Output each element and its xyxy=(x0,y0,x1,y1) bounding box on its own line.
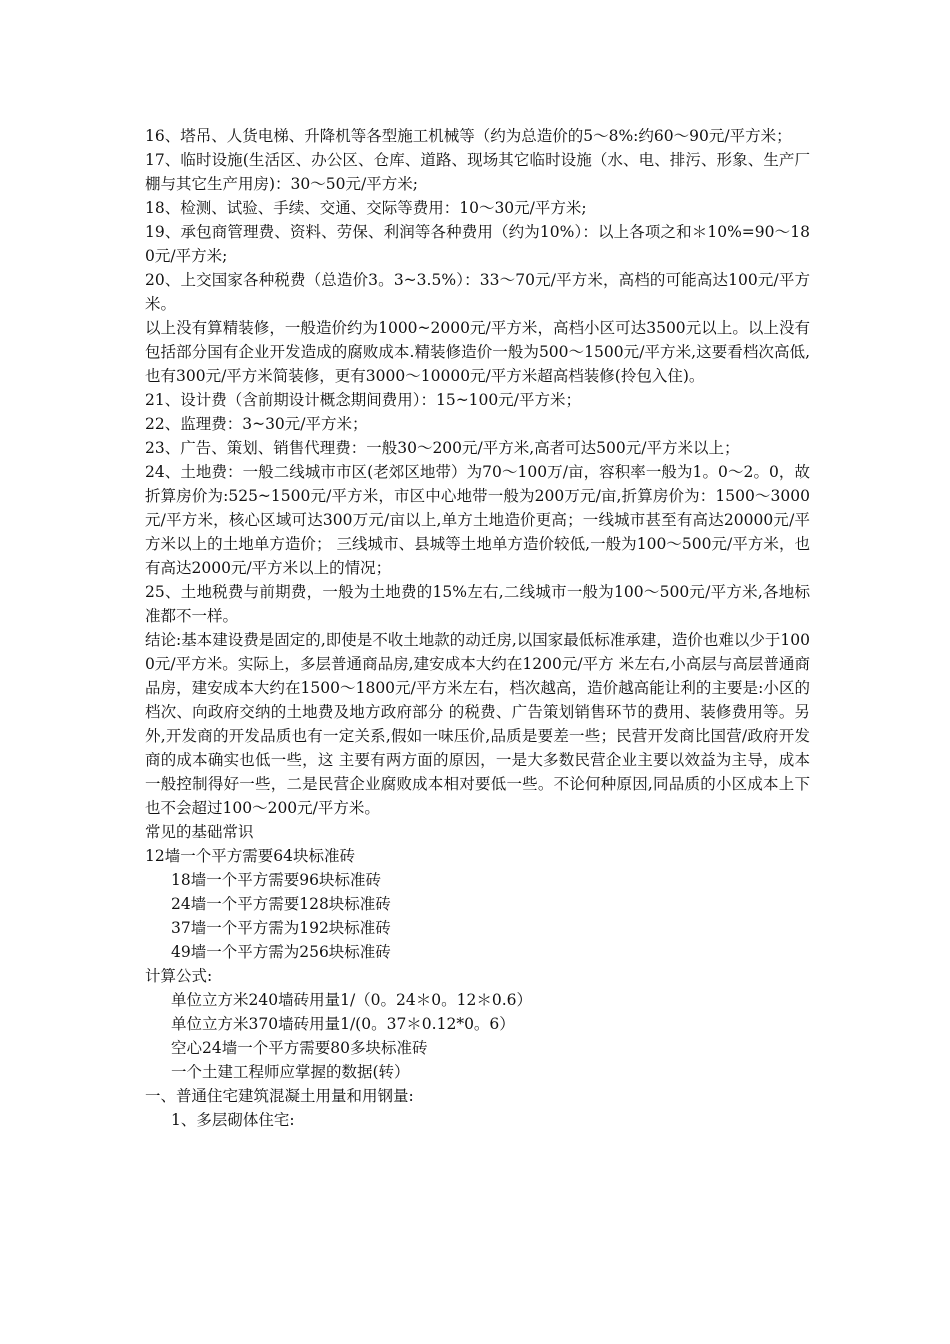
formula-line-240: 单位立方米240墙砖用量1/（0。24＊0。12＊0.6） xyxy=(171,991,532,1009)
section-heading-concrete-steel: 一、普通住宅建筑混凝土用量和用钢量: xyxy=(145,1087,414,1105)
paragraph-decoration-note: 以上没有算精装修，一般造价约为1000~2000元/平方米，高档小区可达3500元以上。以上没有包括部分国有企业开发造成的腐败成本.精装修造价一般为500～1500元/平方米,这要看档次高低,也有300元/平方米简装修，更有3000～10000元/平方米超高档装修(拎包入住)。 xyxy=(145,319,810,385)
paragraph-item-20: 20、上交国家各种税费（总造价3。3~3.5%）：33～70元/平方米，高档的可能高达100元/平方米。 xyxy=(145,271,810,313)
paragraph-conclusion: 结论:基本建设费是固定的,即使是不收土地款的动迁房,以国家最低标准承建，造价也难以少于1000元/平方米。实际上，多层普通商品房,建安成本大约在1200元/平方 米左右,小高层与高层普通商品房，建安成本大约在1500～1800元/平方米左右，档次越高，造价越高能让利的主要是:小区的档次、向政府交纳的土地费及地方政府部分 的税费、广告策划销售环节的费用、装修费用等。另外,开发商的开发品质也有一定关系,假如一味压价,品质是要差一些；民营开发商比国营/政府开发商的成本确实也低一些，这 主要有两方面的原因，一是大多数民营企业主要以效益为主导，成本一般控制得好一些，二是民营企业腐败成本相对要低一些。不论何种原因,同品质的小区成本上下也不会超过100～200元/平方米。 xyxy=(145,631,810,817)
section-heading-basics: 常见的基础常识 xyxy=(145,823,254,841)
brick-line-49: 49墙一个平方需为256块标准砖 xyxy=(171,943,391,961)
hollow-wall-line: 空心24墙一个平方需要80多块标准砖 xyxy=(171,1039,428,1057)
formula-line-370: 单位立方米370墙砖用量1/(0。37＊0.12*0。6） xyxy=(171,1015,515,1033)
paragraph-item-17: 17、临时设施(生活区、办公区、仓库、道路、现场其它临时设施（水、电、排污、形象、生产厂棚与其它生产用房)：30～50元/平方米; xyxy=(145,151,810,193)
subsection-masonry-housing: 1、多层砌体住宅: xyxy=(171,1111,295,1129)
paragraph-item-21: 21、设计费（含前期设计概念期间费用）：15~100元/平方米； xyxy=(145,391,581,409)
paragraph-item-18: 18、检测、试验、手续、交通、交际等费用：10～30元/平方米; xyxy=(145,199,587,217)
brick-line-18: 18墙一个平方需要96块标准砖 xyxy=(171,871,381,889)
paragraph-item-24: 24、土地费：一般二线城市市区(老郊区地带）为70～100万/亩，容积率一般为1。0～2。0，故折算房价为:525~1500元/平方米，市区中心地带一般为200万元/亩,折算房价为：1500～3000元/平方米，核心区域可达300万元/亩以上,单方土地造价更高；一线城市甚至有高达20000元/平方米以上的土地单方造价； 三线城市、县城等土地单方造价较低,一般为100～500元/平方米，也有高达2000元/平方米以上的情况； xyxy=(145,463,810,577)
document-body xyxy=(145,124,810,1132)
paragraph-item-25: 25、土地税费与前期费，一般为土地费的15%左右,二线城市一般为100～500元/平方米,各地标准都不一样。 xyxy=(145,583,810,625)
paragraph-item-22: 22、监理费：3~30元/平方米； xyxy=(145,415,368,433)
paragraph-item-19: 19、承包商管理费、资料、劳保、利润等各种费用（约为10%）：以上各项之和＊10%=90～180元/平方米; xyxy=(145,223,810,265)
brick-line-37: 37墙一个平方需为192块标准砖 xyxy=(171,919,391,937)
paragraph-item-16: 16、塔吊、人货电梯、升降机等各型施工机械等（约为总造价的5～8%:约60～90元/平方米； xyxy=(145,127,792,145)
engineer-data-title: 一个土建工程师应掌握的数据(转） xyxy=(171,1063,410,1081)
brick-line-12: 12墙一个平方需要64块标准砖 xyxy=(145,847,355,865)
brick-line-24: 24墙一个平方需要128块标准砖 xyxy=(171,895,391,913)
section-heading-formula: 计算公式: xyxy=(145,967,213,985)
paragraph-item-23: 23、广告、策划、销售代理费：一般30～200元/平方米,高者可达500元/平方米以上； xyxy=(145,439,740,457)
